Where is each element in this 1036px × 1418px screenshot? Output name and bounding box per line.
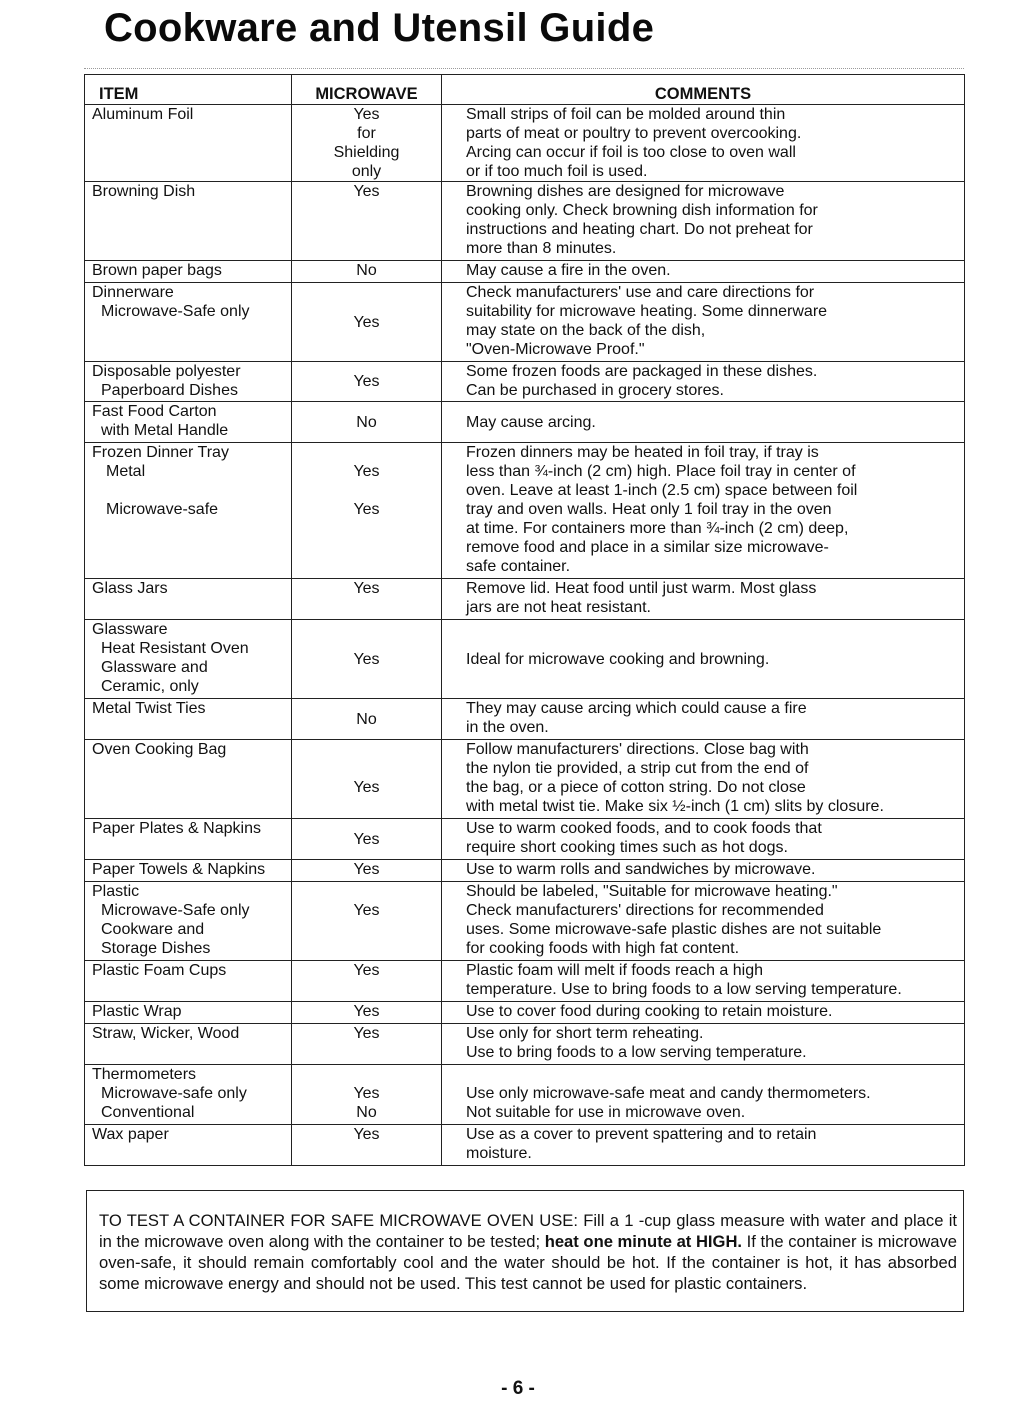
comments-cell-line: temperature. Use to bring foods to a low serving temperature. bbox=[466, 981, 902, 998]
comments-cell bbox=[442, 740, 965, 819]
table-row bbox=[85, 860, 965, 882]
comments-cell-line: remove food and place in a similar size microwave- bbox=[466, 539, 829, 556]
microwave-cell-line: Yes bbox=[353, 902, 380, 919]
item-cell bbox=[85, 699, 292, 740]
table-row bbox=[85, 443, 965, 579]
item-cell bbox=[85, 402, 292, 443]
comments-cell bbox=[442, 620, 965, 699]
table-header-row bbox=[85, 75, 965, 105]
table-row bbox=[85, 1125, 965, 1166]
item-cell-line: Ceramic, only bbox=[101, 678, 199, 695]
comments-cell bbox=[442, 1125, 965, 1166]
item-cell-line: Straw, Wicker, Wood bbox=[92, 1025, 240, 1042]
microwave-cell-line bbox=[298, 882, 435, 901]
item-cell bbox=[85, 105, 292, 182]
comments-cell-line: or if too much foil is used. bbox=[466, 163, 648, 180]
item-cell bbox=[85, 620, 292, 699]
microwave-cell-line: Yes bbox=[353, 580, 380, 597]
item-cell-line: Plastic Foam Cups bbox=[92, 962, 227, 979]
microwave-cell bbox=[292, 740, 442, 819]
comments-cell bbox=[442, 105, 965, 182]
comments-cell-line: May cause a fire in the oven. bbox=[466, 262, 671, 279]
microwave-cell-line bbox=[298, 1065, 435, 1084]
item-cell-line: Fast Food Carton bbox=[92, 403, 217, 420]
item-cell bbox=[85, 443, 292, 579]
table-row bbox=[85, 961, 965, 1002]
comments-cell-line: safe container. bbox=[466, 558, 571, 575]
table-row bbox=[85, 1002, 965, 1024]
item-cell-line: Paper Towels & Napkins bbox=[92, 861, 266, 878]
comments-cell-line: more than 8 minutes. bbox=[466, 240, 617, 257]
table-row bbox=[85, 261, 965, 283]
page-number: - 6 - bbox=[501, 1378, 535, 1399]
item-cell-line: Microwave-safe only bbox=[101, 1085, 247, 1102]
comments-cell bbox=[442, 1002, 965, 1024]
comments-cell bbox=[442, 1065, 965, 1125]
microwave-cell-line bbox=[298, 481, 435, 500]
comments-cell-line: Follow manufacturers' directions. Close bag with bbox=[466, 741, 809, 758]
comments-cell-line: Can be purchased in grocery stores. bbox=[466, 382, 724, 399]
comments-cell-line: Remove lid. Heat food until just warm. Most glass bbox=[466, 580, 817, 597]
item-cell bbox=[85, 261, 292, 283]
comments-cell-line: require short cooking times such as hot dogs. bbox=[466, 839, 788, 856]
item-cell-line: Paper Plates & Napkins bbox=[92, 820, 261, 837]
item-cell-line: Brown paper bags bbox=[92, 262, 222, 279]
comments-cell-line: Use only for short term reheating. bbox=[466, 1025, 704, 1042]
microwave-cell-line: Yes bbox=[353, 1025, 380, 1042]
microwave-cell bbox=[292, 261, 442, 283]
comments-cell-line: They may cause arcing which could cause a fire bbox=[466, 700, 807, 717]
microwave-cell-line: Yes bbox=[353, 183, 380, 200]
comments-cell-line: tray and oven walls. Heat only 1 foil tray in the oven bbox=[466, 501, 832, 518]
table-row bbox=[85, 882, 965, 961]
item-cell-line: Plastic Wrap bbox=[92, 1003, 182, 1020]
microwave-cell bbox=[292, 620, 442, 699]
item-cell bbox=[85, 1065, 292, 1125]
item-cell-line: Oven Cooking Bag bbox=[92, 741, 227, 758]
comments-cell-line: parts of meat or poultry to prevent overcooking. bbox=[466, 125, 802, 142]
comments-cell bbox=[442, 362, 965, 402]
microwave-cell-line: for bbox=[357, 125, 376, 142]
comments-cell-line: less than ¾-inch (2 cm) high. Place foil tray in center of bbox=[466, 463, 856, 480]
comments-cell-line: Use to cover food during cooking to retain moisture. bbox=[466, 1003, 833, 1020]
microwave-cell-line: Yes bbox=[353, 962, 380, 979]
item-cell-line: Plastic bbox=[92, 883, 140, 900]
comments-cell-line: in the oven. bbox=[466, 719, 549, 736]
table-row bbox=[85, 105, 965, 182]
comments-cell bbox=[442, 699, 965, 740]
microwave-cell bbox=[292, 443, 442, 579]
microwave-cell-line: No bbox=[356, 1104, 377, 1121]
item-cell-line: Aluminum Foil bbox=[92, 106, 194, 123]
item-cell-line: Heat Resistant Oven bbox=[101, 640, 249, 657]
item-cell-line: Frozen Dinner Tray bbox=[92, 444, 229, 461]
microwave-cell-line: Yes bbox=[353, 106, 380, 123]
comments-cell-line: Not suitable for use in microwave oven. bbox=[466, 1104, 746, 1121]
microwave-cell-line: Yes bbox=[353, 830, 380, 848]
item-cell bbox=[85, 362, 292, 402]
microwave-cell bbox=[292, 699, 442, 740]
item-cell-line: Browning Dish bbox=[92, 183, 196, 200]
comments-cell-line: Some frozen foods are packaged in these dishes. bbox=[466, 363, 818, 380]
microwave-cell bbox=[292, 283, 442, 362]
microwave-cell bbox=[292, 402, 442, 443]
item-cell-line: Glassware and bbox=[101, 659, 208, 676]
comments-cell-line: Should be labeled, "Suitable for microwave heating." bbox=[466, 883, 838, 900]
comments-cell-line: the nylon tie provided, a strip cut from the end of bbox=[466, 760, 809, 777]
microwave-cell-line: Shielding bbox=[333, 144, 400, 161]
microwave-cell-line: No bbox=[356, 710, 377, 728]
item-cell-line: Glassware bbox=[92, 621, 168, 638]
item-cell-line: Dinnerware bbox=[92, 284, 174, 301]
comments-cell-line bbox=[466, 1065, 958, 1084]
item-cell-line: Microwave-safe bbox=[106, 501, 219, 518]
comments-cell-line: Plastic foam will melt if foods reach a high bbox=[466, 962, 764, 979]
header-item: ITEM bbox=[85, 75, 292, 105]
item-cell-line: Glass Jars bbox=[92, 580, 168, 597]
microwave-cell bbox=[292, 182, 442, 261]
microwave-cell bbox=[292, 362, 442, 402]
table-row bbox=[85, 362, 965, 402]
item-cell bbox=[85, 283, 292, 362]
comments-cell-line: the bag, or a piece of cotton string. Do not close bbox=[466, 779, 806, 796]
microwave-cell bbox=[292, 1065, 442, 1125]
comments-cell-line: Use as a cover to prevent spattering and to retain bbox=[466, 1126, 817, 1143]
comments-cell-line: moisture. bbox=[466, 1145, 532, 1162]
item-cell-line bbox=[92, 481, 285, 500]
comments-cell bbox=[442, 402, 965, 443]
item-cell-line: Paperboard Dishes bbox=[101, 382, 238, 399]
comments-cell-line: with metal twist tie. Make six ½-inch (1 cm) slits by closure. bbox=[466, 798, 884, 815]
item-cell-line: Microwave-Safe only bbox=[101, 902, 250, 919]
microwave-cell bbox=[292, 1125, 442, 1166]
container-test-text bbox=[99, 1210, 957, 1294]
comments-cell-line: Arcing can occur if foil is too close to oven wall bbox=[466, 144, 796, 161]
item-cell bbox=[85, 579, 292, 620]
comments-cell-line: Ideal for microwave cooking and browning. bbox=[466, 650, 770, 668]
comments-cell-line: suitability for microwave heating. Some dinnerware bbox=[466, 303, 828, 320]
comments-cell-line: at time. For containers more than ¾-inch (2 cm) deep, bbox=[466, 520, 849, 537]
table-row bbox=[85, 579, 965, 620]
item-cell bbox=[85, 882, 292, 961]
header-microwave: MICROWAVE bbox=[292, 75, 442, 105]
table-row bbox=[85, 740, 965, 819]
comments-cell bbox=[442, 182, 965, 261]
cookware-guide-table bbox=[84, 74, 965, 1166]
item-cell-line: Metal Twist Ties bbox=[92, 700, 206, 717]
comments-cell-line: Use to warm cooked foods, and to cook foods that bbox=[466, 820, 822, 837]
microwave-cell-line: Yes bbox=[353, 1085, 380, 1102]
table-row bbox=[85, 1024, 965, 1065]
microwave-cell-line: Yes bbox=[353, 463, 380, 480]
microwave-cell-line bbox=[298, 443, 435, 462]
item-cell-line: Metal bbox=[106, 463, 146, 480]
comments-cell-line: May cause arcing. bbox=[466, 413, 596, 431]
comments-cell bbox=[442, 579, 965, 620]
microwave-cell bbox=[292, 1024, 442, 1065]
item-cell bbox=[85, 740, 292, 819]
microwave-cell bbox=[292, 105, 442, 182]
comments-cell-line: Use to bring foods to a low serving temperature. bbox=[466, 1044, 807, 1061]
comments-cell-line: Check manufacturers' directions for recommended bbox=[466, 902, 824, 919]
comments-cell bbox=[442, 283, 965, 362]
item-cell bbox=[85, 819, 292, 860]
comments-cell-line: may state on the back of the dish, bbox=[466, 322, 706, 339]
comments-cell-line: "Oven-Microwave Proof." bbox=[466, 341, 645, 358]
item-cell bbox=[85, 1125, 292, 1166]
comments-cell-line: cooking only. Check browning dish information for bbox=[466, 202, 818, 219]
microwave-cell-line: Yes bbox=[353, 1126, 380, 1143]
microwave-cell-line: Yes bbox=[353, 650, 380, 668]
page-title: Cookware and Utensil Guide bbox=[104, 6, 655, 50]
microwave-cell-line: Yes bbox=[353, 779, 380, 796]
table-row bbox=[85, 182, 965, 261]
comments-cell-line: instructions and heating chart. Do not preheat for bbox=[466, 221, 813, 238]
comments-cell bbox=[442, 443, 965, 579]
microwave-cell bbox=[292, 882, 442, 961]
item-cell-line: Conventional bbox=[101, 1104, 195, 1121]
header-comments: COMMENTS bbox=[442, 75, 965, 105]
comments-cell-line: Frozen dinners may be heated in foil tray, if tray is bbox=[466, 444, 819, 461]
microwave-cell-line: Yes bbox=[353, 373, 380, 390]
comments-cell-line: oven. Leave at least 1-inch (2.5 cm) space between foil bbox=[466, 482, 858, 499]
comments-cell bbox=[442, 860, 965, 882]
item-cell-line: Cookware and bbox=[101, 921, 205, 938]
table-row bbox=[85, 402, 965, 443]
comments-cell-line: Small strips of foil can be molded around thin bbox=[466, 106, 786, 123]
container-test-box bbox=[86, 1190, 964, 1312]
item-cell-line: Storage Dishes bbox=[101, 940, 211, 957]
comments-cell bbox=[442, 1024, 965, 1065]
test-intro: TO TEST A CONTAINER FOR SAFE MICROWAVE OVEN USE: Fill a 1 -cup glass measure with water and place it in the microwave oven along with the container to be tested; bbox=[99, 1211, 957, 1251]
comments-cell-line: Use only microwave-safe meat and candy thermometers. bbox=[466, 1085, 871, 1102]
microwave-cell bbox=[292, 860, 442, 882]
table-row bbox=[85, 283, 965, 362]
microwave-cell bbox=[292, 819, 442, 860]
table-row bbox=[85, 819, 965, 860]
microwave-cell-line: Yes bbox=[353, 861, 380, 878]
comments-cell-line: uses. Some microwave-safe plastic dishes are not suitable bbox=[466, 921, 882, 938]
comments-cell bbox=[442, 961, 965, 1002]
comments-cell bbox=[442, 819, 965, 860]
microwave-cell bbox=[292, 961, 442, 1002]
item-cell bbox=[85, 182, 292, 261]
comments-cell bbox=[442, 261, 965, 283]
item-cell-line: Thermometers bbox=[92, 1066, 197, 1083]
item-cell bbox=[85, 1024, 292, 1065]
test-emphasis: heat one minute at HIGH. bbox=[544, 1232, 743, 1251]
microwave-cell-line: Yes bbox=[353, 501, 380, 518]
microwave-cell bbox=[292, 1002, 442, 1024]
microwave-cell-line: No bbox=[356, 262, 377, 279]
table-row bbox=[85, 620, 965, 699]
microwave-cell-line: Yes bbox=[353, 1003, 380, 1020]
microwave-cell-line: Yes bbox=[353, 313, 380, 331]
item-cell-line: Disposable polyester bbox=[92, 363, 241, 380]
microwave-cell-line: No bbox=[356, 413, 377, 431]
comments-cell-line: for cooking foods with high fat content. bbox=[466, 940, 740, 957]
item-cell-line: Microwave-Safe only bbox=[101, 303, 250, 320]
title-divider bbox=[84, 68, 964, 69]
item-cell bbox=[85, 860, 292, 882]
comments-cell bbox=[442, 882, 965, 961]
microwave-cell bbox=[292, 579, 442, 620]
item-cell bbox=[85, 961, 292, 1002]
comments-cell-line: jars are not heat resistant. bbox=[466, 599, 651, 616]
table-row bbox=[85, 699, 965, 740]
comments-cell-line: Use to warm rolls and sandwiches by microwave. bbox=[466, 861, 816, 878]
microwave-cell-line: only bbox=[351, 163, 382, 180]
item-cell-line: Wax paper bbox=[92, 1126, 169, 1143]
item-cell-line: with Metal Handle bbox=[101, 422, 229, 439]
comments-cell-line: Browning dishes are designed for microwave bbox=[466, 183, 785, 200]
test-rest: If the container is microwave oven-safe, it should remain comfortably cool and the water should be hot. If the container is hot, it has absorbed some microwave energy and should not be used. This test cannot be used for plastic containers. bbox=[99, 1232, 957, 1293]
comments-cell-line: Check manufacturers' use and care directions for bbox=[466, 284, 815, 301]
item-cell bbox=[85, 1002, 292, 1024]
table-row bbox=[85, 1065, 965, 1125]
